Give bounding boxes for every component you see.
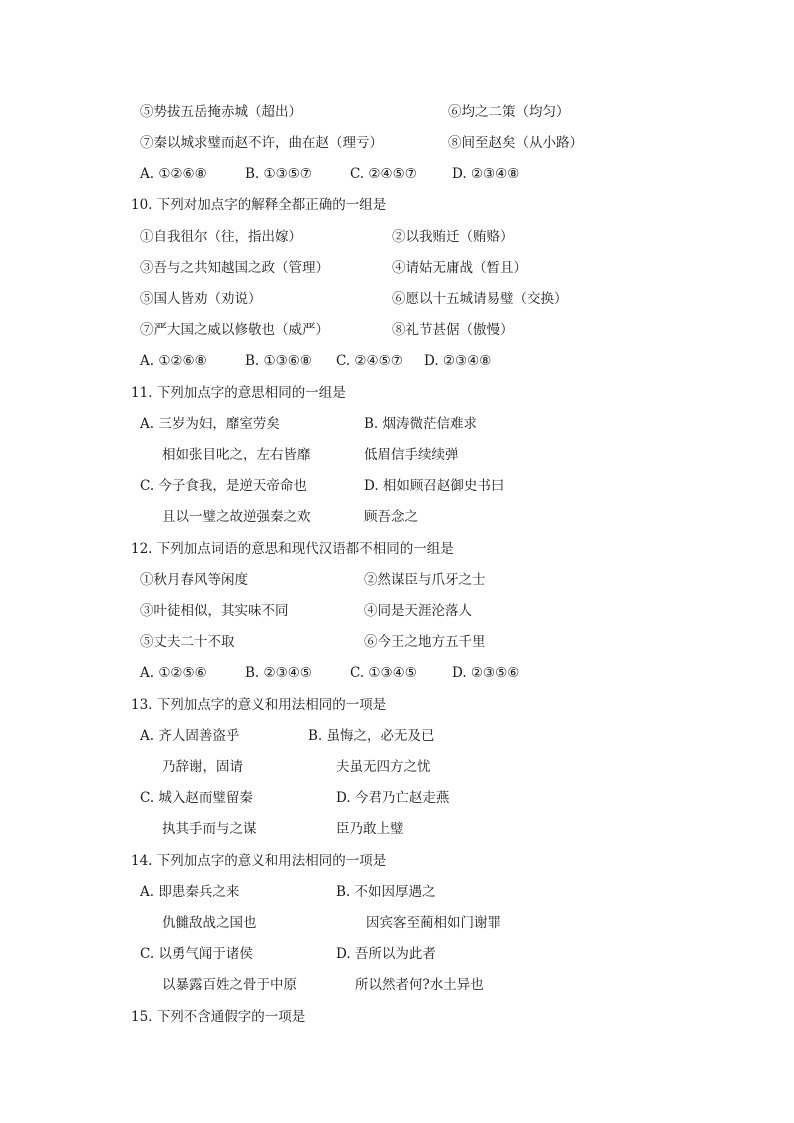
item-8: ⑧间至赵矣（从小路） <box>448 135 583 151</box>
option-a: A. ①②⑥⑧ <box>140 353 207 369</box>
option-c-line2: 执其手而与之谋 <box>162 821 257 837</box>
item-4: ④请姑无庸战（暂且） <box>392 260 527 276</box>
option-d-line1: D. 吾所以为此者 <box>336 946 436 962</box>
option-d-line1: D. 相如顾召赵御史书曰 <box>364 478 505 494</box>
option-b: B. ①③⑤⑦ <box>245 166 312 182</box>
item-6: ⑥今王之地方五千里 <box>364 634 486 650</box>
option-c-line1: C. 城入赵而璧留秦 <box>140 790 253 806</box>
option-c-line2: 且以一璧之故逆强秦之欢 <box>162 509 311 525</box>
option-c-line1: C. 以勇气闻于诸侯 <box>140 946 253 962</box>
question-stem: 10. 下列对加点字的解释全都正确的一组是 <box>131 197 387 213</box>
option-d: D. ②③④⑧ <box>452 166 520 182</box>
item-7: ⑦严大国之威以修敬也（威严） <box>140 322 329 338</box>
question-stem: 12. 下列加点词语的意思和现代汉语都不相同的一组是 <box>131 541 454 557</box>
option-a-line2: 相如张目叱之，左右皆靡 <box>162 447 311 463</box>
option-a: A. ①②⑤⑥ <box>140 665 207 681</box>
item-2: ②然谋臣与爪牙之士 <box>364 572 486 588</box>
item-1: ①秋月春风等闲度 <box>140 572 248 588</box>
option-b-line1: B. 虽悔之，必无及已 <box>308 728 435 744</box>
item-4: ④同是天涯沦落人 <box>364 603 472 619</box>
option-a-line2: 仇雠敌战之国也 <box>162 915 257 931</box>
option-c: C. ②④⑤⑦ <box>350 166 417 182</box>
option-d-line2: 所以然者何?水土异也 <box>355 977 484 993</box>
item-6: ⑥均之二策（均匀） <box>448 104 570 120</box>
item-5: ⑤国人皆劝（劝说） <box>140 291 262 307</box>
option-b-line1: B. 烟涛微茫信难求 <box>364 416 478 432</box>
option-a: A. ①②⑥⑧ <box>140 166 207 182</box>
item-5: ⑤势拔五岳掩赤城（超出） <box>140 104 302 120</box>
item-6: ⑥愿以十五城请易璧（交换） <box>392 291 568 307</box>
option-b: B. ②③④⑤ <box>245 665 312 681</box>
item-7: ⑦秦以城求璧而赵不许，曲在赵（理亏） <box>140 135 383 151</box>
option-b: B. ①③⑥⑧ <box>245 353 312 369</box>
option-b-line1: B. 不如因厚遇之 <box>336 884 436 900</box>
option-c-line2: 以暴露百姓之骨于中原 <box>162 977 297 993</box>
item-1: ①自我徂尔（往，指出嫁） <box>140 229 302 245</box>
option-a-line2: 乃辞谢，固请 <box>162 759 243 775</box>
item-5: ⑤丈夫二十不取 <box>140 634 235 650</box>
option-b-line2: 低眉信手续续弹 <box>364 447 459 463</box>
option-a-line1: A. 三岁为妇，靡室劳矣 <box>140 416 280 432</box>
question-stem: 13. 下列加点字的意义和用法相同的一项是 <box>131 697 387 713</box>
option-d: D. ②③④⑧ <box>424 353 492 369</box>
question-stem: 14. 下列加点字的意义和用法相同的一项是 <box>131 853 387 869</box>
item-8: ⑧礼节甚倨（傲慢） <box>392 322 514 338</box>
option-a-line1: A. 齐人固善盗乎 <box>140 728 240 744</box>
option-d: D. ②③⑤⑥ <box>452 665 520 681</box>
option-b-line2: 因宾客至蔺相如门谢罪 <box>366 915 501 931</box>
option-c: C. ②④⑤⑦ <box>336 353 403 369</box>
item-3: ③吾与之共知越国之政（管理） <box>140 260 329 276</box>
item-3: ③叶徒相似，其实味不同 <box>140 603 289 619</box>
option-d-line1: D. 今君乃亡赵走燕 <box>336 790 450 806</box>
option-b-line2: 夫虽无四方之忧 <box>336 759 431 775</box>
question-stem: 15. 下列不含通假字的一项是 <box>131 1009 306 1025</box>
option-c: C. ①③④⑤ <box>350 665 417 681</box>
item-2: ②以我贿迁（贿赂） <box>392 229 514 245</box>
option-c-line1: C. 今子食我，是逆天帝命也 <box>140 478 307 494</box>
option-d-line2: 臣乃敢上璧 <box>336 821 404 837</box>
option-a-line1: A. 即患秦兵之来 <box>140 884 240 900</box>
option-d-line2: 顾吾念之 <box>364 509 418 525</box>
question-stem: 11. 下列加点字的意思相同的一组是 <box>131 385 346 401</box>
